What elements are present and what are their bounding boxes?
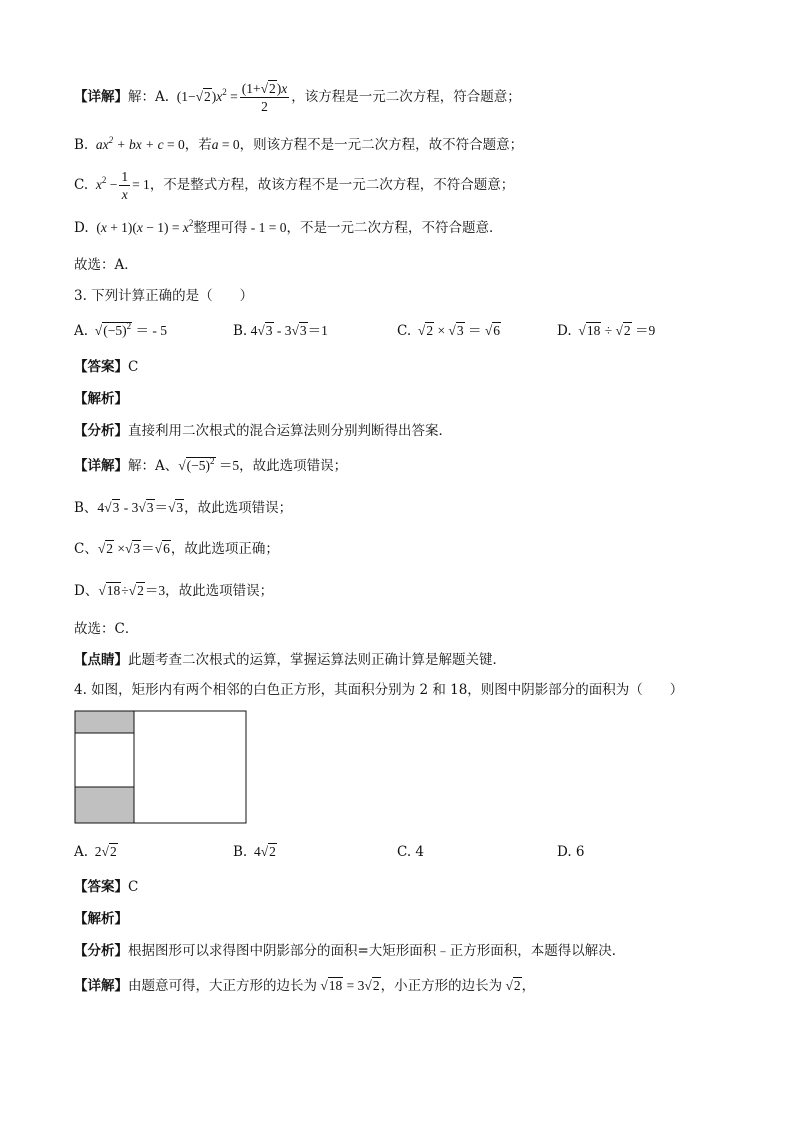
top-shaded-region [75, 711, 134, 733]
q4-detail: 【详解】由题意可得，大正方形的边长为 √18 = 3√2，小正方形的边长为 √2， [74, 978, 536, 994]
small-square [75, 733, 134, 787]
q3-detail-a: 【详解】解：A、$√(-5)^2 =5$，故此选项错误； [74, 456, 348, 474]
q3-answer: 【答案】C [74, 359, 139, 375]
large-square [134, 711, 246, 823]
q2-detail-d: D. $(x + 1)(x - 1) = x^2$整理可得 - 1 = 0，不是一元二次方程，不符合题意． [74, 218, 503, 236]
q4-answer: 【答案】C [74, 879, 139, 895]
q3-option-d: D. √18 ÷ √2 ＝9 [557, 323, 656, 339]
q3-detail-b: B、4√3 - 3√3＝√3，故此选项错误； [74, 500, 293, 516]
q4-option-d: D. 6 [557, 844, 585, 860]
q2-detail-c: C. $x^2$ − $\frac{1}{x}$ = 1，不是整式方程，故该方程不是一元二次方程，不符合题意； [74, 169, 515, 202]
q3-analysis-tag: 【解析】 [74, 391, 128, 407]
q3-detail-d: D、√18÷√2＝3，故此选项错误； [74, 583, 274, 599]
formula: $ax^2$ + bx + c [92, 135, 164, 152]
q2-detail-b: B. $ax^2$ + bx + c = 0，若a = 0，则该方程不是一元二次方程，故不符合题意； [74, 135, 524, 153]
bottom-shaded-region [75, 787, 134, 823]
rectangle-figure [74, 710, 248, 824]
q3-option-a: A. $√(-5)^2$ ＝ - 5 [74, 321, 167, 339]
detail-tag: 【详解】 [74, 89, 128, 105]
q4-analysis-tag: 【解析】 [74, 911, 128, 927]
q4-option-b: B. 4√2 [233, 844, 276, 860]
q4-option-a: A. 2√2 [74, 844, 117, 860]
q3-option-b: B. 4√3 - 3√3＝1 [233, 323, 328, 339]
q3-detail-c: C、√2 ×√3＝√6，故此选项正确； [74, 541, 279, 557]
q4-option-c: C. 4 [397, 844, 425, 860]
fraction: $\frac{(1+√2)x}{2}$ [241, 81, 288, 114]
q3-fenxi: 【分析】直接利用二次根式的混合运算法则分别判断得出答案． [74, 423, 452, 439]
option-label: 解：A. [128, 89, 170, 105]
q3-option-c: C. √2 × √3 ＝ √6 [397, 323, 501, 339]
q3-stem: 3. 下列计算正确的是（ ） [74, 288, 254, 304]
q2-detail-a: 【详解】解：A. $(1-√2)x^2$ = $\frac{(1+√2)x}{2}$ ，该方程是一元二次方程，符合题意； [74, 81, 521, 114]
q3-conclusion: 故选：C． [74, 621, 139, 637]
q4-fenxi: 【分析】根据图形可以求得图中阴影部分的面积=大矩形面积﹣正方形面积，本题得以解决． [74, 943, 626, 959]
q3-comment: 【点睛】此题考查二次根式的运算，掌握运算法则正确计算是解题关键． [74, 652, 506, 668]
q4-stem: 4. 如图，矩形内有两个相邻的白色正方形，其面积分别为 2 和 18，则图中阴影部分的面积为（ ） [74, 682, 684, 698]
formula: $(1-√2)x^2$ = [173, 87, 238, 104]
q2-conclusion: 故选：A． [74, 257, 138, 273]
fraction: $\frac{1}{x}$ [121, 169, 129, 202]
